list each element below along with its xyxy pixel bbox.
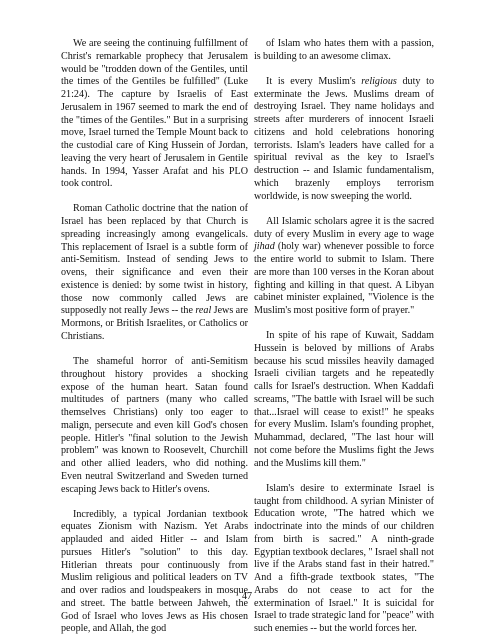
text-run: Jews are Mormons, or British Israelites, or Catholics or Christians.: [61, 305, 248, 342]
text-run: of Islam who hates them with a passion, is building to an awesome climax.: [254, 38, 434, 62]
right-column: [254, 38, 434, 636]
text-run: All Islamic scholars agree it is the sacred duty of every Muslim in every age to wage: [254, 215, 434, 240]
text-run: We are seeing the continuing fulfillment of Christ's remarkable prophecy that Jerusalem would be "trodden down of the Gentiles, until the times of the Gentiles be fulfilled" (Luke 21:24). The capture by Israelis of East Jerusalem in 1967 seemed to mark the end of the "times of the Gentiles." But in a surprising move, Israel turned the Temple Mount back to the custodial care of King Hussein of Jordan, leaving the very heart of Jerusalem in Gentile hands. In 1994, Yasser Arafat and his PLO took control.: [61, 38, 248, 190]
italic-text: jihad: [254, 241, 275, 253]
paragraph: [254, 76, 434, 204]
page-number: 47: [241, 591, 253, 602]
paragraph: [61, 356, 248, 496]
text-run: Incredibly, a typical Jordanian textbook equates Zionism with Nazism. Yet Arabs applauded and aided Hitler -- and Islam pursues Hitler's "solution" to this day. Hitlerian threats pour continuously from Muslim religious and political leaders on TV and over radios and loudspeakers in mosque and street. The battle between Jahweh, the God of Israel who loves Jews as His chosen people, and Allah, the god: [61, 508, 248, 635]
paragraph: [61, 38, 248, 191]
text-run: It is every Muslim's: [266, 75, 362, 87]
paragraph: [61, 203, 248, 343]
paragraph: [254, 38, 434, 64]
left-column: [61, 38, 248, 636]
text-run: Islam's desire to exterminate Israel is taught from childhood. A syrian Minister of Education wrote, "The hatred which we indoctrinate into the minds of our children from birth is sacred." A ninth-grade Egyptian textbook declares, " Israel shall not live if the Arabs stand fast in their hatred." And a fifth-grade textbook states, "The Arabs do not cease to act for the extermination of Israel." It is suicidal for Israel to trade strategic land for "peace" with such enemies -- but the world forces her.: [254, 482, 434, 635]
italic-text: real: [195, 305, 212, 317]
text-run: Roman Catholic doctrine that the nation of Israel has been replaced by that Church is spreading increasingly among evangelicals. This replacement of Israel is a subtle form of anti-Semitism. Instead of sending Jews to ovens, their significance and even their existence is denied: by some twist in history, those now commonly called Jews are supposedly not really Jews -- the: [61, 203, 248, 317]
paragraph: [254, 216, 434, 318]
paragraph: [254, 483, 434, 636]
text-run: duty to exterminate the Jews. Muslims dream of destroying Israel. They name holidays and streets after murderers of innocent Israeli citizens and hold celebrations honoring terrorists. Islam's leaders have called for a spiritual revival as the key to Israel's destruction -- and Islamic fundamentalism, which brazenly employs terrorism worldwide, is now sweeping the world.: [254, 75, 434, 202]
paragraph: [254, 330, 434, 470]
italic-text: religious: [361, 75, 397, 87]
text-run: In spite of his rape of Kuwait, Saddam Hussein is beloved by millions of Arabs because his scud missiles heavily damaged Israeli civilian targets and he repeatedly calls for Israel's destruction. When Kaddafi screams, "The battle with Israel will be such that...Israel will cease to exist!" he speaks for every Muslim. Islam's founding prophet, Muhammad, declared, "The last hour will not come before the Muslims fight the Jews and the Muslims kill them.": [254, 330, 434, 469]
text-run: (holy war) whenever possible to force the entire world to submit to Islam. There are more than 100 verses in the Koran about fighting and killing in that quest. A Libyan cabinet minister explained, "Violence is the Muslim's most positive form of prayer.": [254, 241, 434, 317]
paragraph: [61, 509, 248, 637]
text-run: The shameful horror of anti-Semitism throughout history provides a shocking expose of the human heart. Satan found multitudes of partners (many who called themselves Christians) only too eager to malign, persecute and even kill God's chosen people. Hitler's "final solution to the Jewish problem" was known to Roosevelt, Churchill and other allied leaders, who did nothing. Even neutral Switzerland and Sweden turned escaping Jews back to Hitler's ovens.: [61, 356, 248, 495]
